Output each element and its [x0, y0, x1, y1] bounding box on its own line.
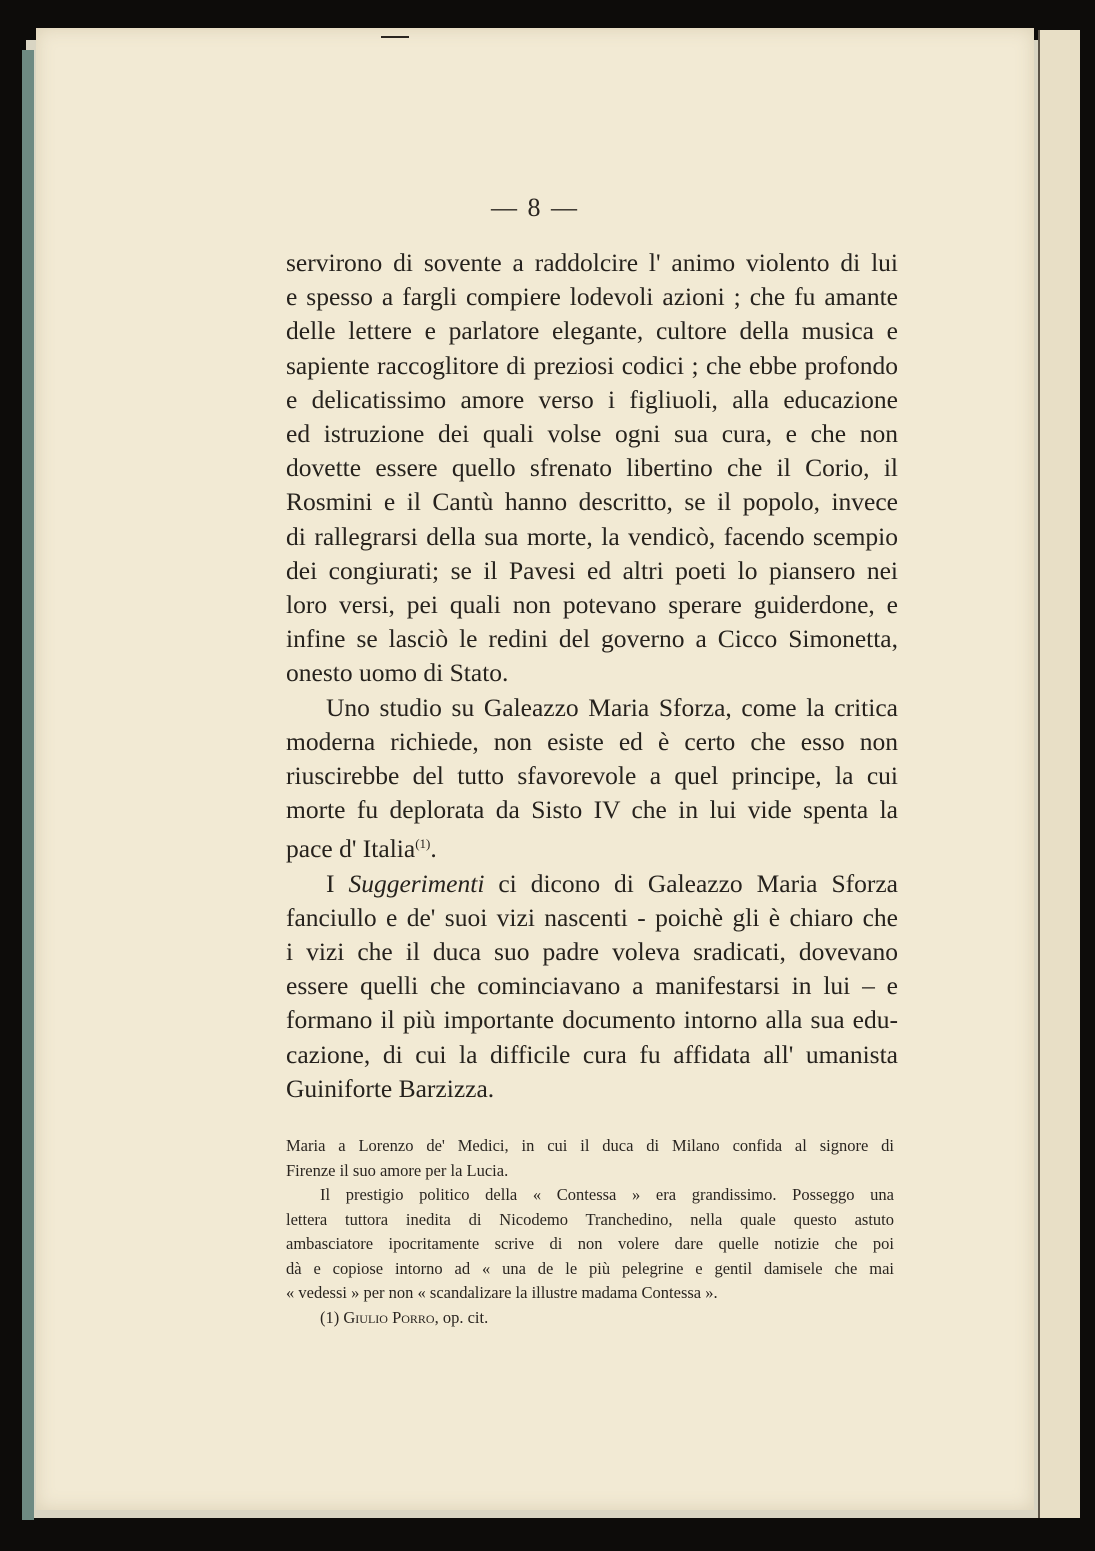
text-line	[286, 867, 898, 901]
text-line: delle lettere e parlatore elegante, cultore della musica e	[286, 316, 898, 346]
text-line: dei congiurati; se il Pavesi ed altri poeti lo piansero nei	[286, 555, 898, 585]
footnote-1	[286, 1306, 894, 1331]
footnote-text: , op. cit.	[434, 1307, 489, 1327]
text-line: e delicatissimo amore verso i figliuoli, alla educazione	[286, 384, 898, 414]
text-line: essere quelli che cominciavano a manifestarsi in lui – e	[286, 971, 898, 1001]
text-fragment: ci dicono di Galeazzo Maria Sforza	[484, 868, 898, 898]
text-line	[286, 827, 898, 866]
next-page-edge	[1038, 30, 1080, 1518]
footnote-line: « vedessi » per non « scandalizare la illustre madama Contessa ».	[286, 1283, 718, 1302]
footnote-line: dà e copiose intorno ad « una de le più pelegrine e gentil damisele che mai	[286, 1258, 894, 1278]
footnotes	[286, 1134, 894, 1330]
text-fragment: pace d' Italia	[286, 834, 416, 864]
footnote-line: lettera tuttora inedita di Nicodemo Tranchedino, nella quale questo astuto	[286, 1209, 894, 1229]
top-mark	[381, 36, 409, 38]
footnote-author: Giulio Porro	[343, 1307, 435, 1327]
text-line: loro versi, pei quali non potevano sperare guiderdone, e	[286, 590, 898, 620]
text-line: morte fu deplorata da Sisto IV che in lui vide spenta la	[286, 795, 898, 825]
text-line: e spesso a fargli compiere lodevoli azioni ; che fu amante	[286, 282, 898, 312]
text-line: Guiniforte Barzizza.	[286, 1073, 495, 1103]
text-line: dovette essere quello sfrenato libertino che il Corio, il	[286, 453, 898, 483]
text-line: moderna richiede, non esiste ed è certo che esso non	[286, 726, 898, 756]
text-line: di rallegrarsi della sua morte, la vendicò, facendo scempio	[286, 521, 898, 551]
text-line: cazione, di cui la difficile cura fu affidata all' umanista	[286, 1039, 898, 1069]
footnote-line: Il prestigio politico della « Contessa » era grandissimo. Posseggo una	[320, 1185, 894, 1204]
footnote-marker: (1)	[320, 1307, 344, 1327]
text-line: Uno studio su Galeazzo Maria Sforza, come la critica	[326, 692, 898, 722]
paragraph-3	[286, 867, 898, 1106]
main-text	[286, 246, 898, 1106]
book-page	[36, 28, 1034, 1510]
footnote-reference: (1)	[415, 836, 431, 852]
text-line: sapiente raccoglitore di preziosi codici ; che ebbe profondo	[286, 350, 898, 380]
footnote-line: ambasciatore ipocritamente scrive di non volere dare quelle notizie che poi	[286, 1234, 894, 1253]
footnote-line: Maria a Lorenzo de' Medici, in cui il duca di Milano confida al signore di	[286, 1136, 894, 1155]
paragraph-1	[286, 246, 898, 691]
text-line: formano il più importante documento intorno alla sua edu-	[286, 1005, 898, 1035]
text-line: riuscirebbe del tutto sfavorevole a quel principe, la cui	[286, 761, 898, 791]
text-line: i vizi che il duca suo padre voleva sradicati, dovevano	[286, 937, 898, 967]
text-line: onesto uomo di Stato.	[286, 658, 509, 688]
page-number: — 8 —	[491, 193, 579, 222]
text-line: fanciullo e de' suoi vizi nascenti - poichè gli è chiaro che	[286, 902, 898, 932]
text-line: Rosmini e il Cantù hanno descritto, se il popolo, invece	[286, 487, 898, 517]
footnote-line: Firenze il suo amore per la Lucia.	[286, 1160, 509, 1180]
text-line: servirono di sovente a raddolcire l' animo violento di lui	[286, 248, 898, 277]
italic-title: Suggerimenti	[348, 868, 485, 898]
book-spine-edge	[22, 50, 34, 1520]
text-fragment: .	[430, 834, 437, 864]
text-line: infine se lasciò le redini del governo a Cicco Simonetta,	[286, 624, 898, 654]
paragraph-2	[286, 691, 898, 867]
text-line: ed istruzione dei quali volse ogni sua cura, e che non	[286, 419, 898, 449]
text-fragment: I	[326, 868, 349, 898]
